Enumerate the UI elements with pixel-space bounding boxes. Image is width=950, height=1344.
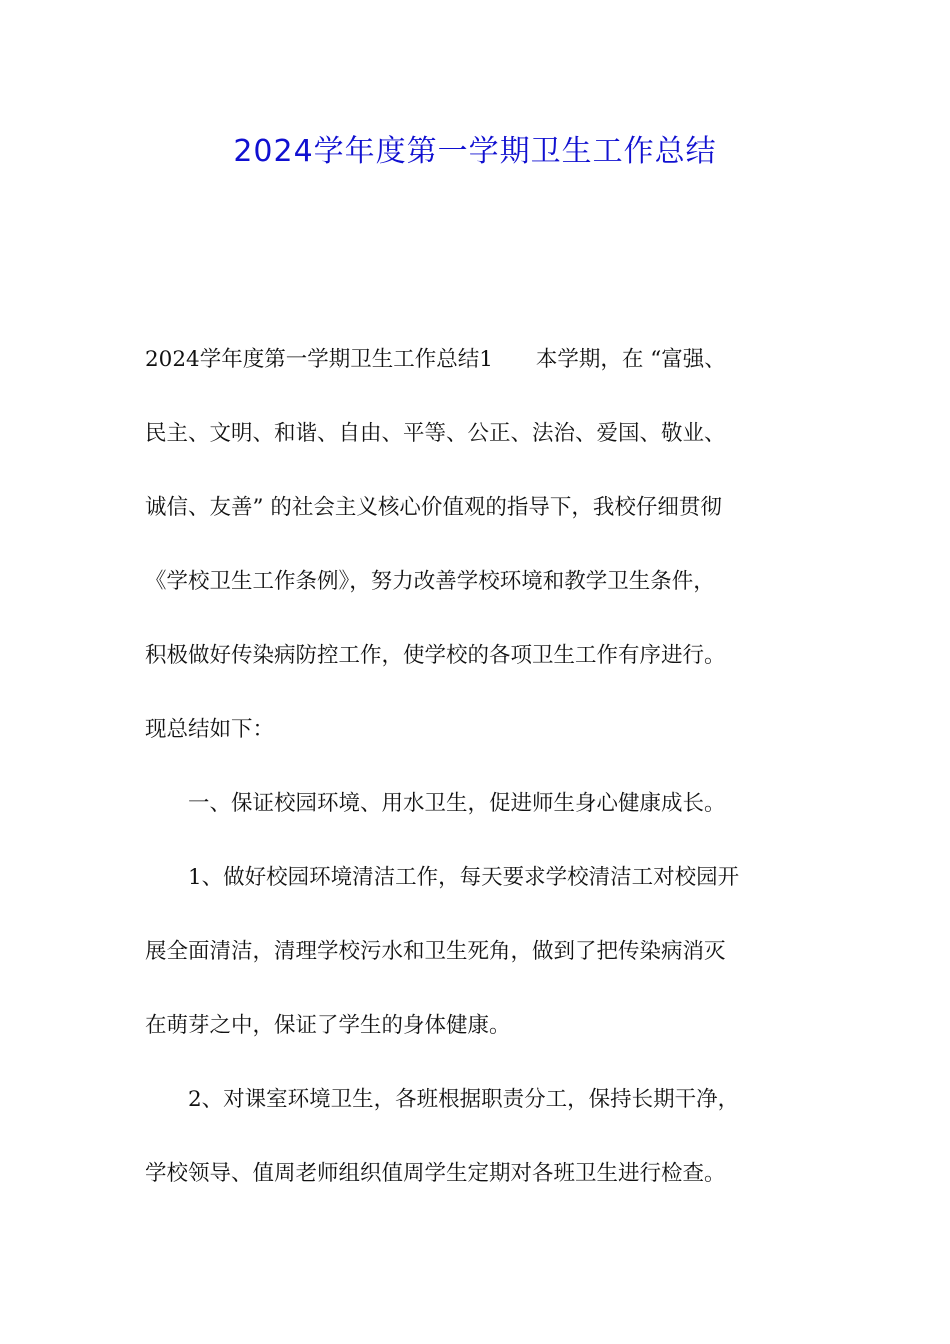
document-title: 2024学年度第一学期卫生工作总结 [233,134,717,169]
body-line: 一、保证校园环境、用水卫生，促进师生身心健康成长。 [145,791,726,816]
body-line: 展全面清洁，清理学校污水和卫生死角，做到了把传染病消灭 [145,939,726,964]
body-line: 在萌芽之中，保证了学生的身体健康。 [145,1013,511,1038]
body-line: 1、做好校园环境清洁工作，每天要求学校清洁工对校园开 [145,865,740,890]
body-line: 学校领导、值周老师组织值周学生定期对各班卫生进行检查。 [145,1161,726,1186]
body-line: 现总结如下： [145,717,275,742]
body-line: 2、对课室环境卫生，各班根据职责分工，保持长期干净， [145,1087,740,1112]
body-line: 《学校卫生工作条例》，努力改善学校环境和教学卫生条件， [145,569,715,594]
body-line: 积极做好传染病防控工作，使学校的各项卫生工作有序进行。 [145,643,726,668]
body-line: 2024学年度第一学期卫生工作总结1 本学期，在 “富强、 [145,347,726,372]
body-line: 诚信、友善” 的社会主义核心价值观的指导下，我校仔细贯彻 [145,495,722,520]
body-line: 民主、文明、和谐、自由、平等、公正、法治、爱国、敬业、 [145,421,726,446]
